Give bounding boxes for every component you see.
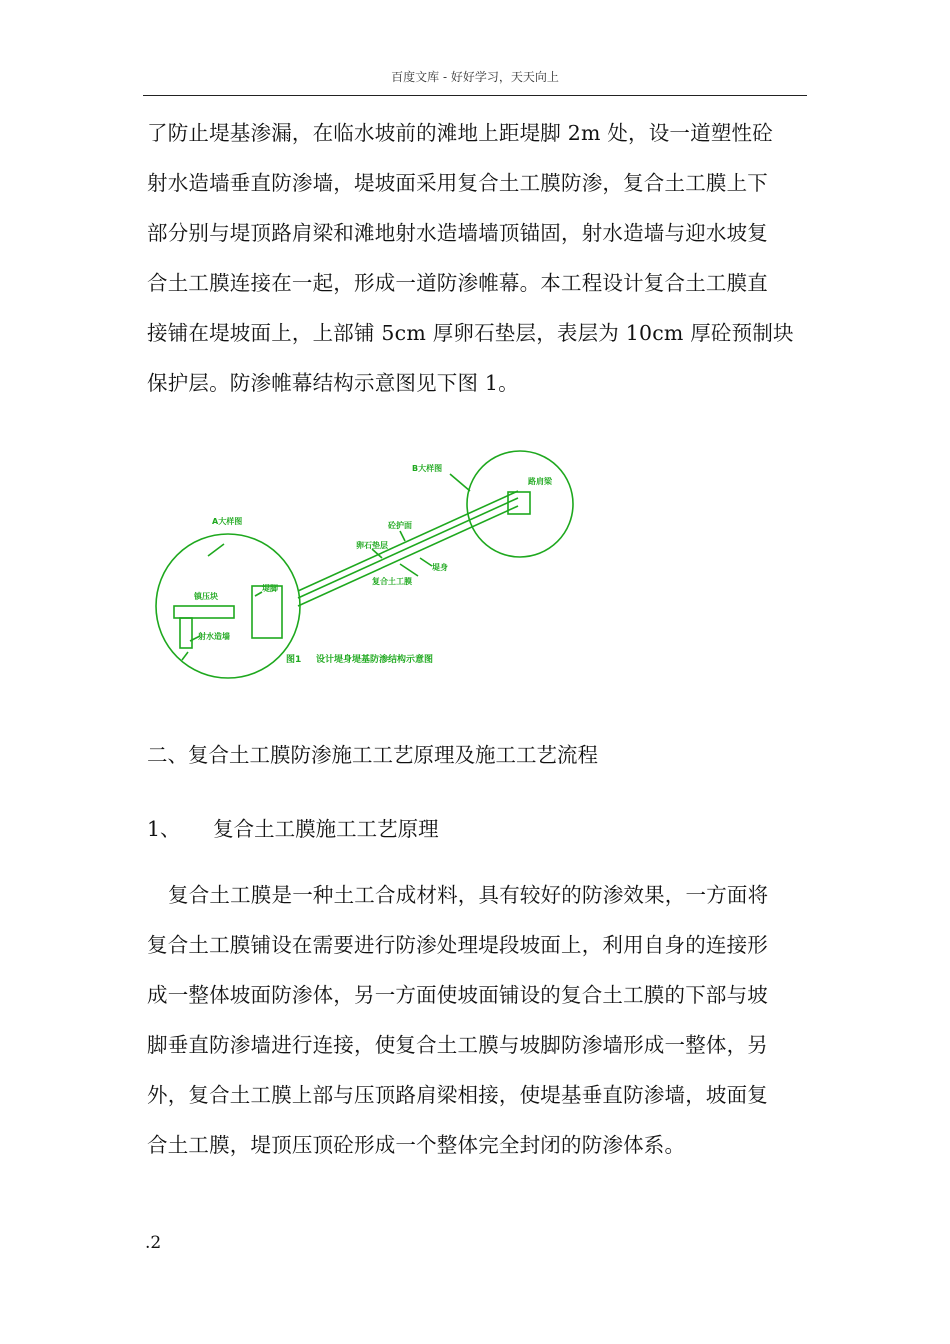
- section-2-1-heading: [147, 812, 439, 842]
- text-line: 了防止堤基渗漏，在临水坡前的滩地上距堤脚 2m 处，设一道塑性砼: [147, 121, 773, 145]
- b-detail-circle: [467, 451, 573, 557]
- label-toe: 堤脚: [262, 584, 278, 593]
- label-cutoff-wall: 射水造墙: [198, 632, 230, 641]
- text-line: 复合土工膜是一种土工合成材料，具有较好的防渗效果，一方面将: [168, 883, 769, 907]
- cutoff-wall: [180, 618, 192, 648]
- text-line: 脚垂直防渗墙进行连接，使复合土工膜与坡脚防渗墙形成一整体，另: [147, 1033, 768, 1057]
- label-gravel-layer: 卵石垫层: [356, 541, 388, 550]
- text-line: 合土工膜连接在一起，形成一道防渗帷幕。本工程设计复合土工膜直: [147, 271, 768, 295]
- text-line: 接铺在堤坡面上，上部铺 5cm 厚卵石垫层，表层为 10cm 厚砼预制块: [147, 321, 794, 345]
- text-line: 复合土工膜铺设在需要进行防渗处理堤段坡面上，利用自身的连接形: [147, 933, 768, 957]
- leader-line: [400, 564, 418, 576]
- text-line: 外，复合土工膜上部与压顶路肩梁相接，使堤基垂直防渗墙，坡面复: [147, 1083, 768, 1107]
- section-2-heading: 二、复合土工膜防渗施工工艺原理及施工工艺流程: [147, 743, 598, 767]
- label-protection: 砼护面: [388, 521, 412, 530]
- page-header: 百度文库 - 好好学习，天天向上: [391, 70, 559, 84]
- text-line: 成一整体坡面防渗体，另一方面使坡面铺设的复合土工膜的下部与坡: [147, 983, 768, 1007]
- leader-line: [182, 652, 188, 660]
- leader-line: [420, 558, 432, 566]
- label-shoulder-beam: 路肩梁: [528, 477, 552, 486]
- slope-line-top: [298, 491, 518, 591]
- leader-line: [255, 592, 262, 596]
- header-divider: [143, 95, 807, 96]
- shoulder-beam-block: [508, 492, 530, 514]
- leader-line: [208, 544, 224, 556]
- figure-caption-number: 图1: [286, 655, 302, 665]
- label-geomembrane: 复合土工膜: [372, 577, 412, 586]
- label-b-detail: B大样图: [412, 464, 443, 473]
- cad-diagram: [150, 446, 580, 691]
- text-line: 保护层。防渗帷幕结构示意图见下图 1。: [147, 371, 519, 395]
- text-line: 部分别与堤顶路肩梁和滩地射水造墙墙顶锚固，射水造墙与迎水坡复: [147, 221, 768, 245]
- figure-caption: 设计堤身堤基防渗结构示意图: [316, 655, 434, 665]
- label-embankment: 堤身: [432, 563, 448, 572]
- toe-block: [252, 586, 282, 638]
- section-title: 复合土工膜施工工艺原理: [213, 817, 439, 841]
- page-number: .2: [145, 1233, 162, 1253]
- text-line: 合土工膜，堤顶压顶砼形成一个整体完全封闭的防渗体系。: [147, 1133, 686, 1157]
- leader-line: [400, 531, 405, 541]
- paragraph-seepage-design: [147, 108, 809, 408]
- label-weight-block: 镇压块: [194, 592, 218, 601]
- seepage-structure-figure: [150, 446, 580, 691]
- paragraph-principle: [147, 870, 809, 1170]
- section-number: 1、: [147, 817, 181, 841]
- weight-block: [174, 606, 234, 618]
- text-line: 射水造墙垂直防渗墙，堤坡面采用复合土工膜防渗，复合土工膜上下: [147, 171, 768, 195]
- label-a-detail: A大样图: [212, 517, 243, 526]
- leader-line: [450, 474, 470, 491]
